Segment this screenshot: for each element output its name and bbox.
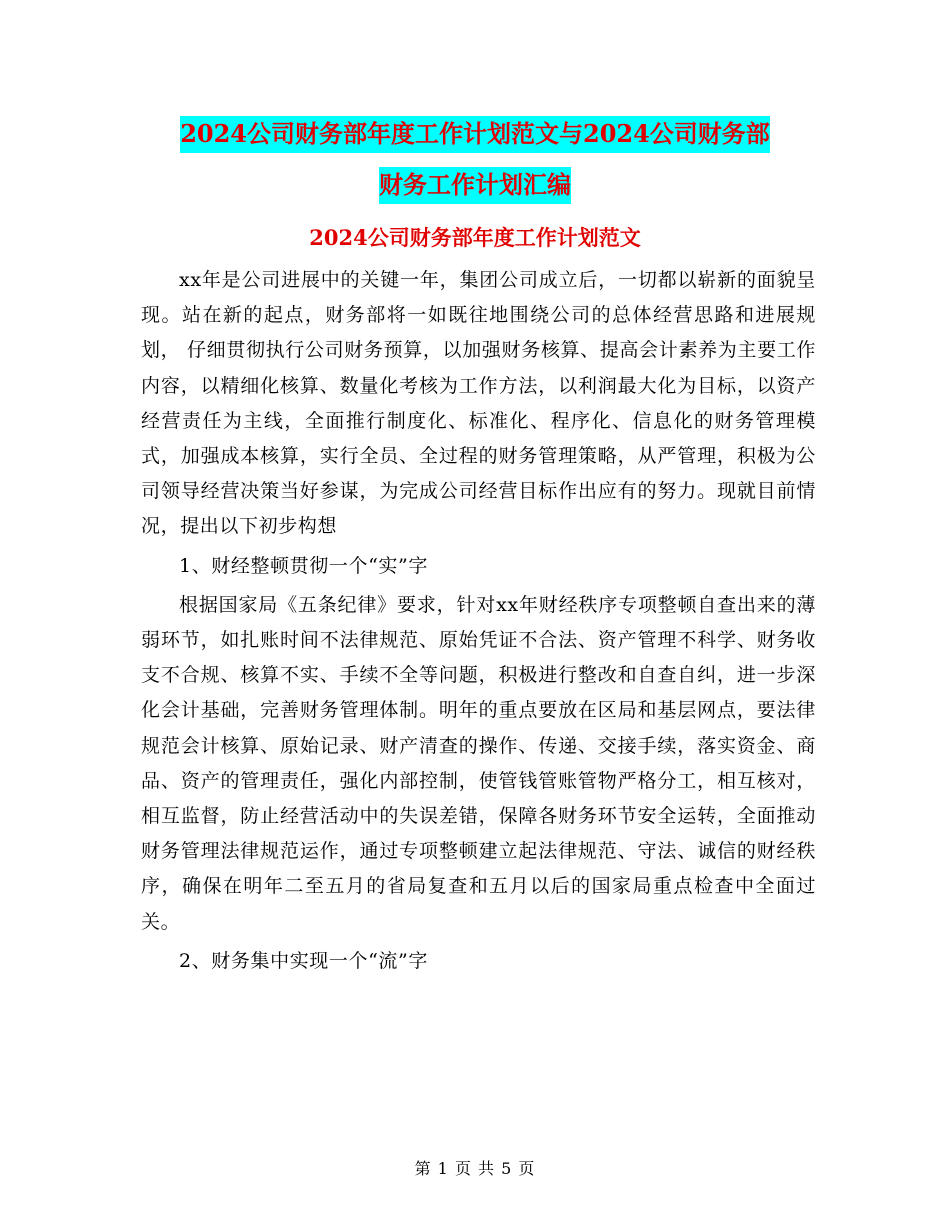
document-title-line1: 2024公司财务部年度工作计划范文与2024公司财务部 (180, 116, 770, 153)
list-item-heading-1: 1、财经整顿贯彻一个“实”字 (179, 554, 428, 577)
document-title (140, 108, 810, 210)
paragraph-intro: xx年是公司进展中的关键一年，集团公司成立后，一切都以崭新的面貌呈现。站在新的起点，财务部将一如既往地围绕公司的总体经营思路和进展规划， 仔细贯彻执行公司财务预算，以加强财务核算、提高会计素养为主要工作内容，以精细化核算、数量化考核为工作方法，以利润最大化为目标，以资产经营责任为主线，全面推行制度化、标准化、程序化、信息化的财务管理模式，加强成本核算，实行全员、全过程的财务管理策略，从严管理，积极为公司领导经营决策当好参谋，为完成公司经营目标作出应有的努力。现就目前情况，提出以下初步构想 (141, 269, 816, 538)
document-title-line2: 财务工作计划汇编 (379, 167, 571, 204)
paragraph-1: 根据国家局《五条纪律》要求，针对xx年财经秩序专项整顿自查出来的薄弱环节，如扎账时间不法律规范、原始凭证不合法、资产管理不科学、财务收支不合规、核算不实、手续不全等问题，积极进行整改和自查自纠，进一步深化会计基础，完善财务管理体制。明年的重点要放在区局和基层网点，要法律规范会计核算、原始记录、财产清查的操作、传递、交接手续，落实资金、商品、资产的管理责任，强化内部控制，使管钱管账管物严格分工，相互核对，相互监督，防止经营活动中的失误差错，保障各财务环节安全运转，全面推动财务管理法律规范运作，通过专项整顿建立起法律规范、守法、诚信的财经秩序，确保在明年二至五月的省局复查和五月以后的国家局重点检查中全面过关。 (141, 593, 816, 933)
list-item-heading-2: 2、财务集中实现一个“流”字 (179, 949, 428, 972)
section-heading: 2024公司财务部年度工作计划范文 (309, 225, 641, 250)
document-body (141, 263, 816, 983)
page-footer: 第 1 页 共 5 页 (414, 1159, 536, 1178)
